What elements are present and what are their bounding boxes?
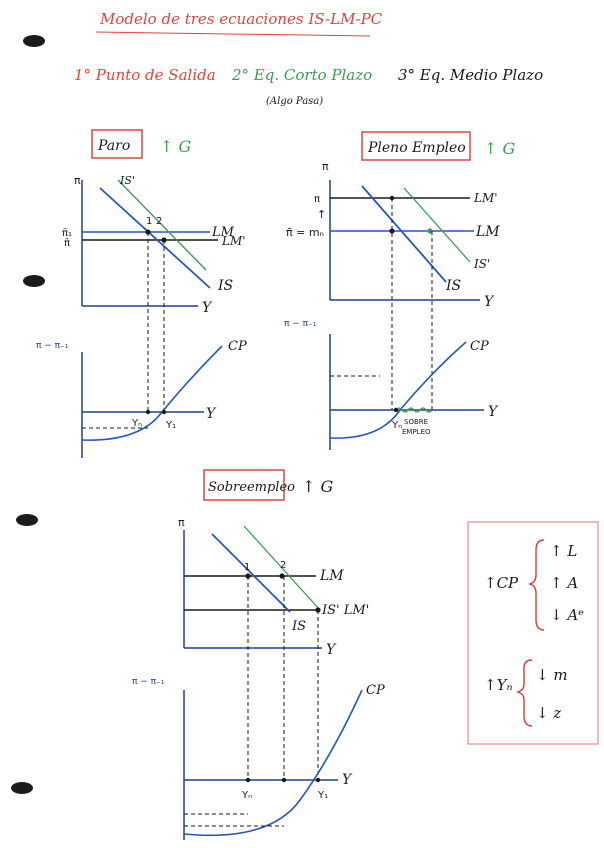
sobre-bottom-x-label: Y bbox=[342, 772, 352, 788]
pleno-yn-point bbox=[394, 408, 398, 412]
punch-hole-3 bbox=[16, 514, 38, 526]
summary-cp-head: ↑CP bbox=[484, 574, 519, 592]
sobre-y1-point bbox=[316, 778, 320, 782]
sobre-is-curve bbox=[212, 534, 290, 612]
paro-shock: ↑ G bbox=[160, 137, 192, 156]
paro-pi-label: π̄ bbox=[64, 238, 71, 249]
paro-top-x-label: Y bbox=[202, 300, 212, 316]
page-title: Modelo de tres ecuaciones IS-LM-PC bbox=[100, 10, 383, 28]
pleno-top-x-label: Y bbox=[484, 294, 494, 310]
step-2-note: (Algo Pasa) bbox=[266, 96, 324, 107]
pleno-is-label: IS bbox=[446, 278, 462, 294]
step-2: 2° Eq. Corto Plazo bbox=[232, 66, 373, 84]
sobre-top-y-label: π bbox=[178, 516, 185, 529]
pleno-up-arrow: ↑ bbox=[317, 208, 327, 221]
paro-yn-point bbox=[146, 410, 150, 414]
summary-cp-item-2: ↑ A bbox=[550, 574, 579, 592]
paro-is1-label: IS' bbox=[120, 174, 135, 187]
sobre-cp-curve bbox=[184, 690, 362, 835]
paro-lm1-label: LM' bbox=[222, 234, 246, 248]
summary-yn-item-2: ↓ z bbox=[536, 704, 562, 722]
pleno-is-curve bbox=[362, 186, 446, 282]
pleno-pibar-label: π̄ = mₙ bbox=[286, 226, 324, 239]
paro-bottom-y-label: π − π₋₁ bbox=[36, 341, 69, 351]
pleno-lm-label: LM bbox=[476, 224, 500, 240]
summary-box bbox=[468, 522, 598, 744]
paro-bottom-x-label: Y bbox=[206, 406, 216, 422]
punch-hole-4 bbox=[11, 782, 33, 794]
sobre-top-x-label: Y bbox=[326, 642, 336, 658]
sobre-y2-point bbox=[282, 778, 286, 782]
pleno-is1-label: IS' bbox=[474, 257, 491, 271]
paro-top-y-label: π bbox=[74, 174, 81, 187]
paro-title: Paro bbox=[98, 138, 131, 154]
paro-is-label: IS bbox=[218, 278, 234, 294]
sobre-cp-label: CP bbox=[366, 683, 385, 698]
sobre-bottom-y-label: π − π₋₁ bbox=[132, 677, 165, 687]
pleno-pi-label: π bbox=[314, 194, 321, 205]
punch-hole-2 bbox=[23, 275, 45, 287]
step-3: 3° Eq. Medio Plazo bbox=[398, 66, 544, 84]
sobre-shock: ↑ G bbox=[302, 477, 334, 496]
paro-pi1-label: π̄₁ bbox=[62, 228, 73, 239]
sobre-y1-label: Y₁ bbox=[318, 790, 329, 801]
paro-point-1-label: 1 bbox=[146, 216, 153, 227]
pleno-is1-curve bbox=[404, 188, 470, 262]
pleno-top-y-label: π bbox=[322, 160, 329, 173]
sobre-is-label: IS bbox=[292, 619, 307, 634]
sobre-title: Sobreempleo bbox=[208, 480, 295, 495]
paro-y1-label: Y₁ bbox=[166, 420, 177, 431]
summary-yn-item-1: ↓ m bbox=[536, 666, 568, 684]
pleno-empleo-label: EMPLEO bbox=[402, 428, 431, 436]
title-underline bbox=[96, 32, 370, 36]
sobre-yn-point bbox=[246, 778, 250, 782]
paro-y1-point bbox=[162, 410, 166, 414]
punch-hole-1 bbox=[23, 35, 45, 47]
paro-yn-label: Yₙ bbox=[132, 418, 143, 429]
sobre-is1lm1-label: IS' LM' bbox=[322, 603, 370, 618]
sobre-point-2-label: 2 bbox=[280, 560, 287, 571]
summary-cp-item-3: ↓ Aᵉ bbox=[550, 606, 584, 624]
pleno-sobre-empleo-wave bbox=[396, 408, 432, 412]
pleno-sobre-label: SOBRE bbox=[404, 418, 429, 426]
paro-cp-curve bbox=[82, 346, 222, 440]
summary-yn-head: ↑Yₙ bbox=[484, 676, 513, 694]
paro-is-curve bbox=[100, 188, 210, 288]
pleno-lm1-label: LM' bbox=[474, 191, 498, 205]
paro-cp-label: CP bbox=[228, 339, 247, 354]
summary-yn-brace bbox=[518, 660, 532, 726]
paro-point-2-label: 2 bbox=[156, 216, 163, 227]
sobre-lm-label: LM bbox=[320, 568, 344, 584]
pleno-cp-label: CP bbox=[470, 339, 489, 354]
pleno-title: Pleno Empleo bbox=[368, 140, 466, 156]
pleno-shock: ↑ G bbox=[484, 139, 516, 158]
step-1: 1° Punto de Salida bbox=[74, 66, 216, 84]
paro-lm-label: LM bbox=[212, 225, 234, 240]
pleno-bottom-x-label: Y bbox=[488, 404, 498, 420]
summary-cp-item-1: ↑ L bbox=[550, 542, 578, 560]
summary-cp-brace bbox=[530, 540, 544, 630]
pleno-bottom-y-label: π − π₋₁ bbox=[284, 319, 317, 329]
sobre-point-1-label: 1 bbox=[244, 562, 251, 573]
pleno-yn-label: Yₙ bbox=[392, 420, 403, 431]
sobre-yn-label: Yₙ bbox=[242, 790, 253, 801]
